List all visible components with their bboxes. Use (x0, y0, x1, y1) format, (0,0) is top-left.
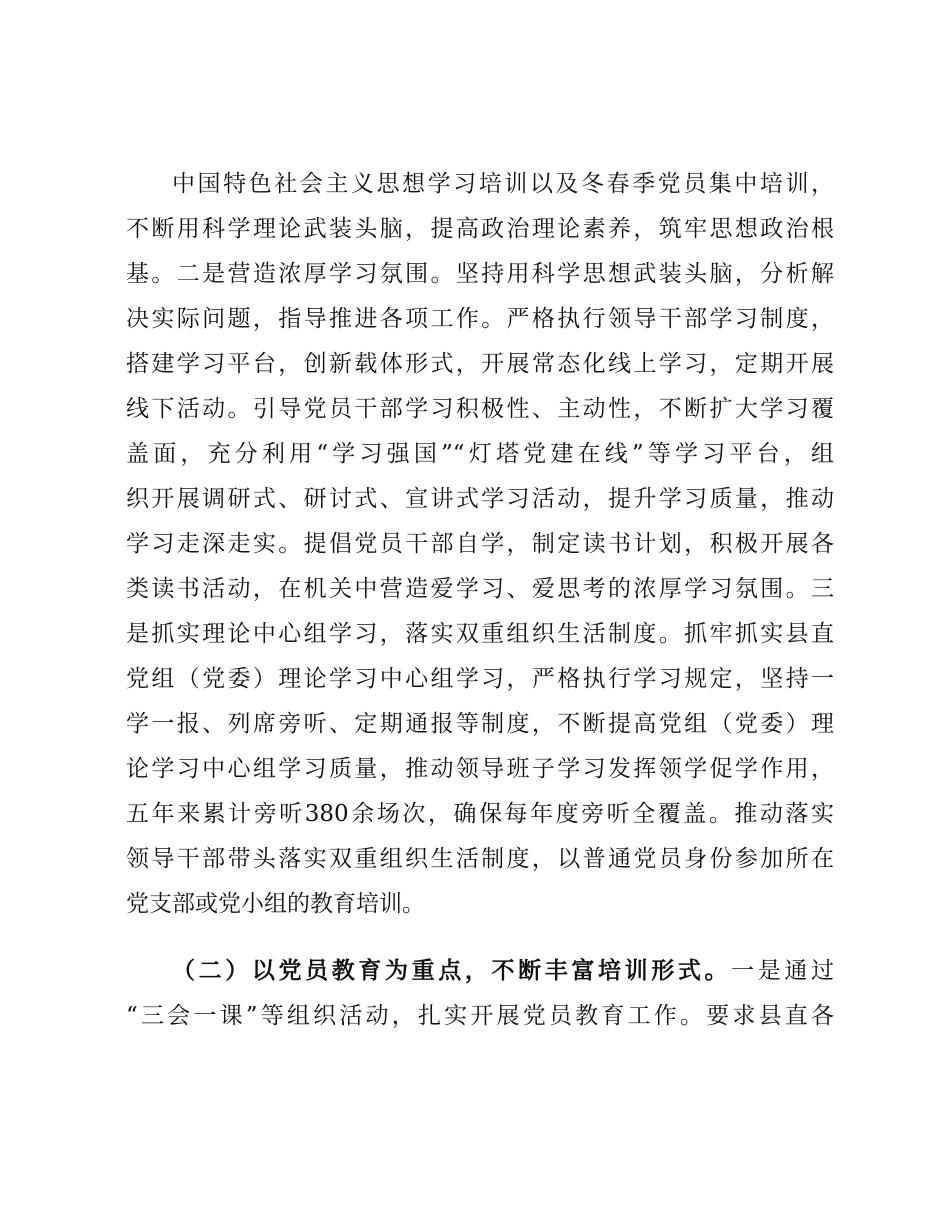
paragraph-1-line-1: 中国特色社会主义思想学习培训以及冬春季党员集中培训， (172, 171, 834, 197)
paragraph-1-line-3: 基。二是营造浓厚学习氛围。坚持用科学思想武装头脑，分析解 (126, 261, 834, 287)
paragraph-1-line-11: 是抓实理论中心组学习，落实双重组织生活制度。抓牢抓实县直 (126, 621, 834, 647)
paragraph-1-line-5: 搭建学习平台，创新载体形式，开展常态化线上学习，定期开展 (126, 351, 834, 377)
paragraph-1-line-9: 学习走深走实。提倡党员干部自学，制定读书计划，积极开展各 (126, 531, 834, 557)
paragraph-1-line-8: 织开展调研式、研讨式、宣讲式学习活动，提升学习质量，推动 (126, 486, 834, 512)
paragraph-2-line-1 (172, 951, 834, 991)
paragraph-1-line-15: 五年来累计旁听380余场次，确保每年度旁听全覆盖。推动落实 (126, 801, 834, 827)
paragraph-1-line-2: 不断用科学理论武装头脑，提高政治理论素养，筑牢思想政治根 (126, 216, 834, 242)
paragraph-1-line-7: 盖面，充分利用“学习强国”“灯塔党建在线”等学习平台，组 (126, 441, 834, 467)
paragraph-1-line-12: 党组（党委）理论学习中心组学习，严格执行学习规定，坚持一 (126, 666, 834, 692)
paragraph-1-line-6: 线下活动。引导党员干部学习积极性、主动性，不断扩大学习覆 (126, 396, 834, 422)
paragraph-1-line-4: 决实际问题，指导推进各项工作。严格执行领导干部学习制度， (126, 306, 834, 332)
paragraph-1-line-16: 领导干部带头落实双重组织生活制度，以普通党员身份参加所在 (126, 846, 834, 872)
paragraph-2-line-1-text: 一是通过 (731, 958, 834, 984)
paragraph-1-line-10: 类读书活动，在机关中营造爱学习、爱思考的浓厚学习氛围。三 (126, 576, 834, 602)
section-heading: （二）以党员教育为重点，不断丰富培训形式。 (172, 957, 732, 984)
paragraph-2-line-2: “三会一课”等组织活动，扎实开展党员教育工作。要求县直各 (126, 1003, 834, 1029)
paragraph-1-line-17: 党支部或党小组的教育培训。 (126, 891, 425, 917)
paragraph-1-line-13: 学一报、列席旁听、定期通报等制度，不断提高党组（党委）理 (126, 711, 834, 737)
paragraph-1-line-14: 论学习中心组学习质量，推动领导班子学习发挥领学促学作用， (126, 756, 834, 782)
